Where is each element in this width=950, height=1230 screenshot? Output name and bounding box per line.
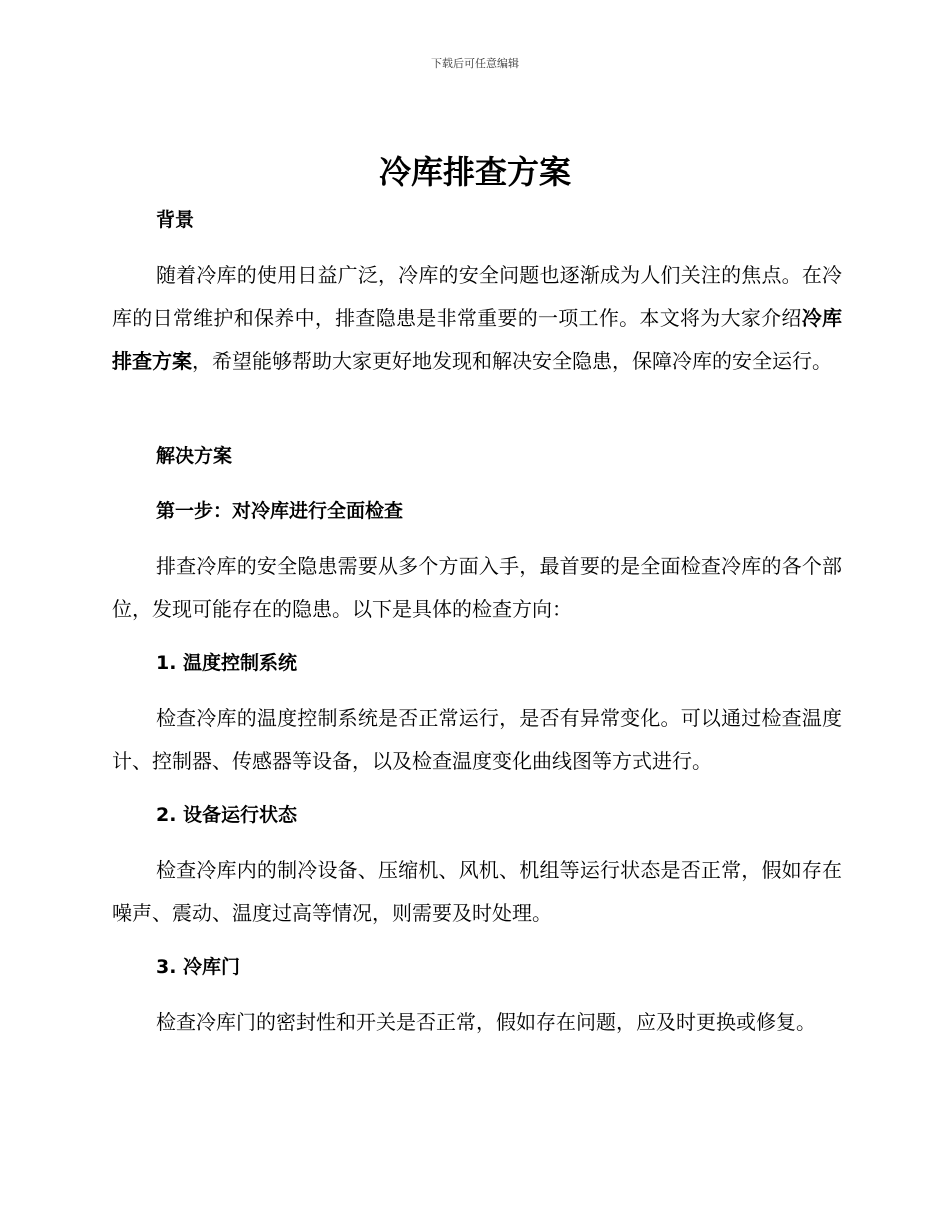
item3-heading: 3. 冷库门 [156,956,241,978]
background-heading: 背景 [156,209,195,231]
background-text-before: 随着冷库的使用日益广泛，冷库的安全问题也逐渐成为人们关注的焦点。在冷库的日常维护和保养中，排查隐患是非常重要的一项工作。本文将为大家介绍 [112,263,842,330]
background-text-after: ，希望能够帮助大家更好地发现和解决安全隐患，保障冷库的安全运行。 [192,349,832,373]
step1-paragraph: 排查冷库的安全隐患需要从多个方面入手，最首要的是全面检查冷库的各个部位，发现可能存在的隐患。以下是具体的检查方向： [112,554,842,621]
background-paragraph [112,254,842,383]
item2-heading: 2. 设备运行状态 [156,804,298,826]
item2-paragraph: 检查冷库内的制冷设备、压缩机、风机、机组等运行状态是否正常，假如存在噪声、震动、温度过高等情况，则需要及时处理。 [112,858,842,925]
item1-heading: 1. 温度控制系统 [156,652,298,674]
document-title: 冷库排查方案 [378,153,571,191]
page-header-note: 下载后可任意编辑 [431,57,519,70]
step1-heading: 第一步：对冷库进行全面检查 [156,500,404,522]
background-text-bold: 冷库排查方案 [112,306,843,373]
solution-heading: 解决方案 [156,445,233,467]
item3-paragraph: 检查冷库门的密封性和开关是否正常，假如存在问题，应及时更换或修复。 [156,1010,816,1034]
item1-paragraph: 检查冷库的温度控制系统是否正常运行，是否有异常变化。可以通过检查温度计、控制器、传感器等设备，以及检查温度变化曲线图等方式进行。 [112,706,842,773]
